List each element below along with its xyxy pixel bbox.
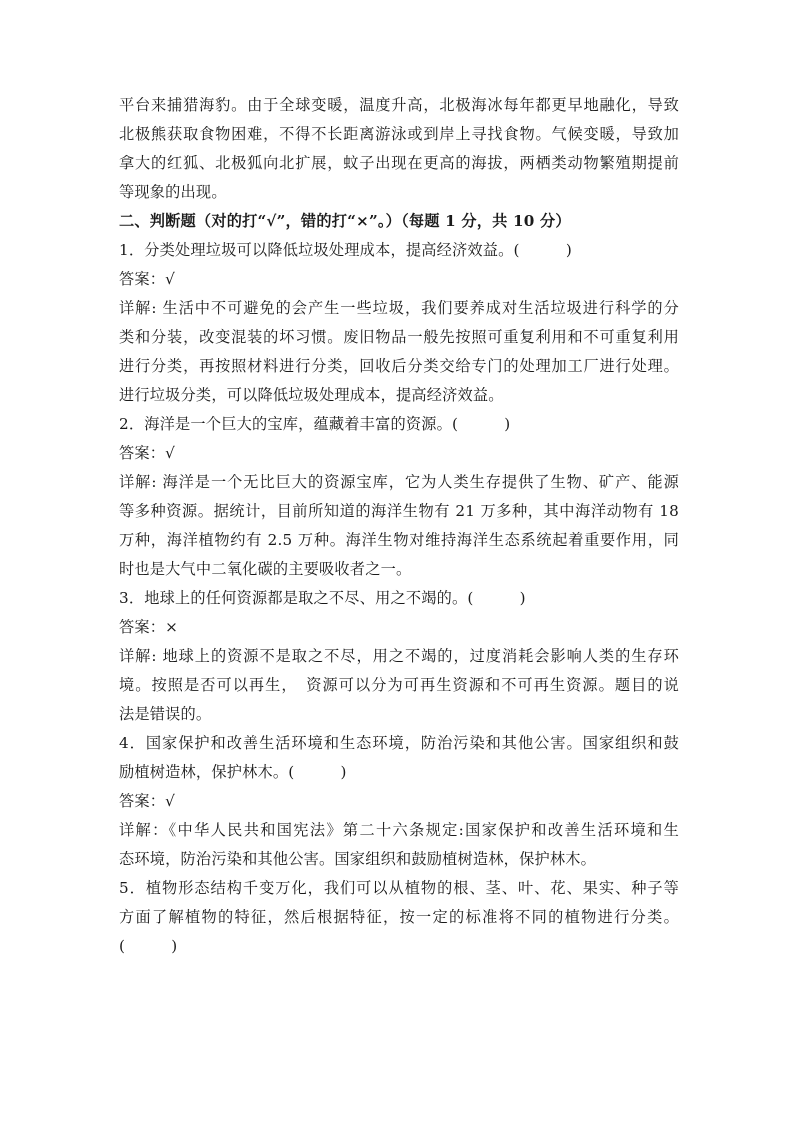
question-5-blank: ( ) bbox=[119, 937, 178, 955]
explanation-line: 等多种资源。据统计，目前所知道的海洋生物有 21 万多种，其中海洋动物有 18 bbox=[119, 502, 679, 520]
explanation-line: 进行垃圾分类，可以降低垃圾处理成本，提高经济效益。 bbox=[119, 386, 504, 404]
section-heading: 二、判断题（对的打“√”，错的打“×”。）（每题 1 分，共 10 分） bbox=[119, 212, 571, 230]
answer-1: 答案：√ bbox=[119, 270, 176, 288]
paragraph-line: 拿大的红狐、北极狐向北扩展，蚊子出现在更高的海拔，两栖类动物繁殖期提前 bbox=[119, 154, 679, 172]
explanation-line: 进行分类，再按照材料进行分类，回收后分类交给专门的处理加工厂进行处理。 bbox=[119, 357, 679, 375]
paragraph-line: 等现象的出现。 bbox=[119, 183, 227, 201]
explanation-line: 详解: 地球上的资源不是取之不尽，用之不竭的，过度消耗会影响人类的生存环 bbox=[119, 647, 679, 665]
paragraph-line: 平台来捕猎海豹。由于全球变暖，温度升高，北极海冰每年都更早地融化，导致 bbox=[119, 96, 679, 114]
answer-4: 答案：√ bbox=[119, 792, 176, 810]
answer-2: 答案：√ bbox=[119, 444, 176, 462]
question-4: 4．国家保护和改善生活环境和生态环境，防治污染和其他公害。国家组织和鼓 bbox=[119, 734, 679, 752]
question-5: 5．植物形态结构千变万化，我们可以从植物的根、茎、叶、花、果实、种子等 bbox=[119, 879, 679, 897]
explanation-line: 类和分装，改变混装的坏习惯。废旧物品一般先按照可重复利用和不可重复利用 bbox=[119, 328, 679, 346]
explanation-line: 详解: 海洋是一个无比巨大的资源宝库，它为人类生存提供了生物、矿产、能源 bbox=[119, 473, 679, 491]
explanation-line: 态环境，防治污染和其他公害。国家组织和鼓励植树造林，保护林木。 bbox=[119, 850, 597, 868]
explanation-line: 境。按照是否可以再生， 资源可以分为可再生资源和不可再生资源。题目的说 bbox=[119, 676, 679, 694]
question-2: 2．海洋是一个巨大的宝库，蕴藏着丰富的资源。( ) bbox=[119, 415, 511, 433]
question-5-continued: 方面了解植物的特征，然后根据特征，按一定的标准将不同的植物进行分类。 bbox=[119, 908, 679, 926]
explanation-line: 时也是大气中二氧化碳的主要吸收者之一。 bbox=[119, 560, 412, 578]
explanation-line: 详解：《中华人民共和国宪法》第二十六条规定:国家保护和改善生活环境和生 bbox=[119, 821, 679, 839]
answer-3: 答案：× bbox=[119, 618, 179, 636]
document-page bbox=[119, 91, 679, 961]
explanation-line: 法是错误的。 bbox=[119, 705, 212, 723]
explanation-line: 详解: 生活中不可避免的会产生一些垃圾，我们要养成对生活垃圾进行科学的分 bbox=[119, 299, 679, 317]
question-4-continued: 励植树造林，保护林木。( ) bbox=[119, 763, 347, 781]
explanation-line: 万种，海洋植物约有 2.5 万种。海洋生物对维持海洋生态系统起着重要作用，同 bbox=[119, 531, 679, 549]
question-1: 1．分类处理垃圾可以降低垃圾处理成本，提高经济效益。( ) bbox=[119, 241, 572, 259]
question-3: 3．地球上的任何资源都是取之不尽、用之不竭的。( ) bbox=[119, 589, 526, 607]
paragraph-line: 北极熊获取食物困难，不得不长距离游泳或到岸上寻找食物。气候变暖，导致加 bbox=[119, 125, 679, 143]
